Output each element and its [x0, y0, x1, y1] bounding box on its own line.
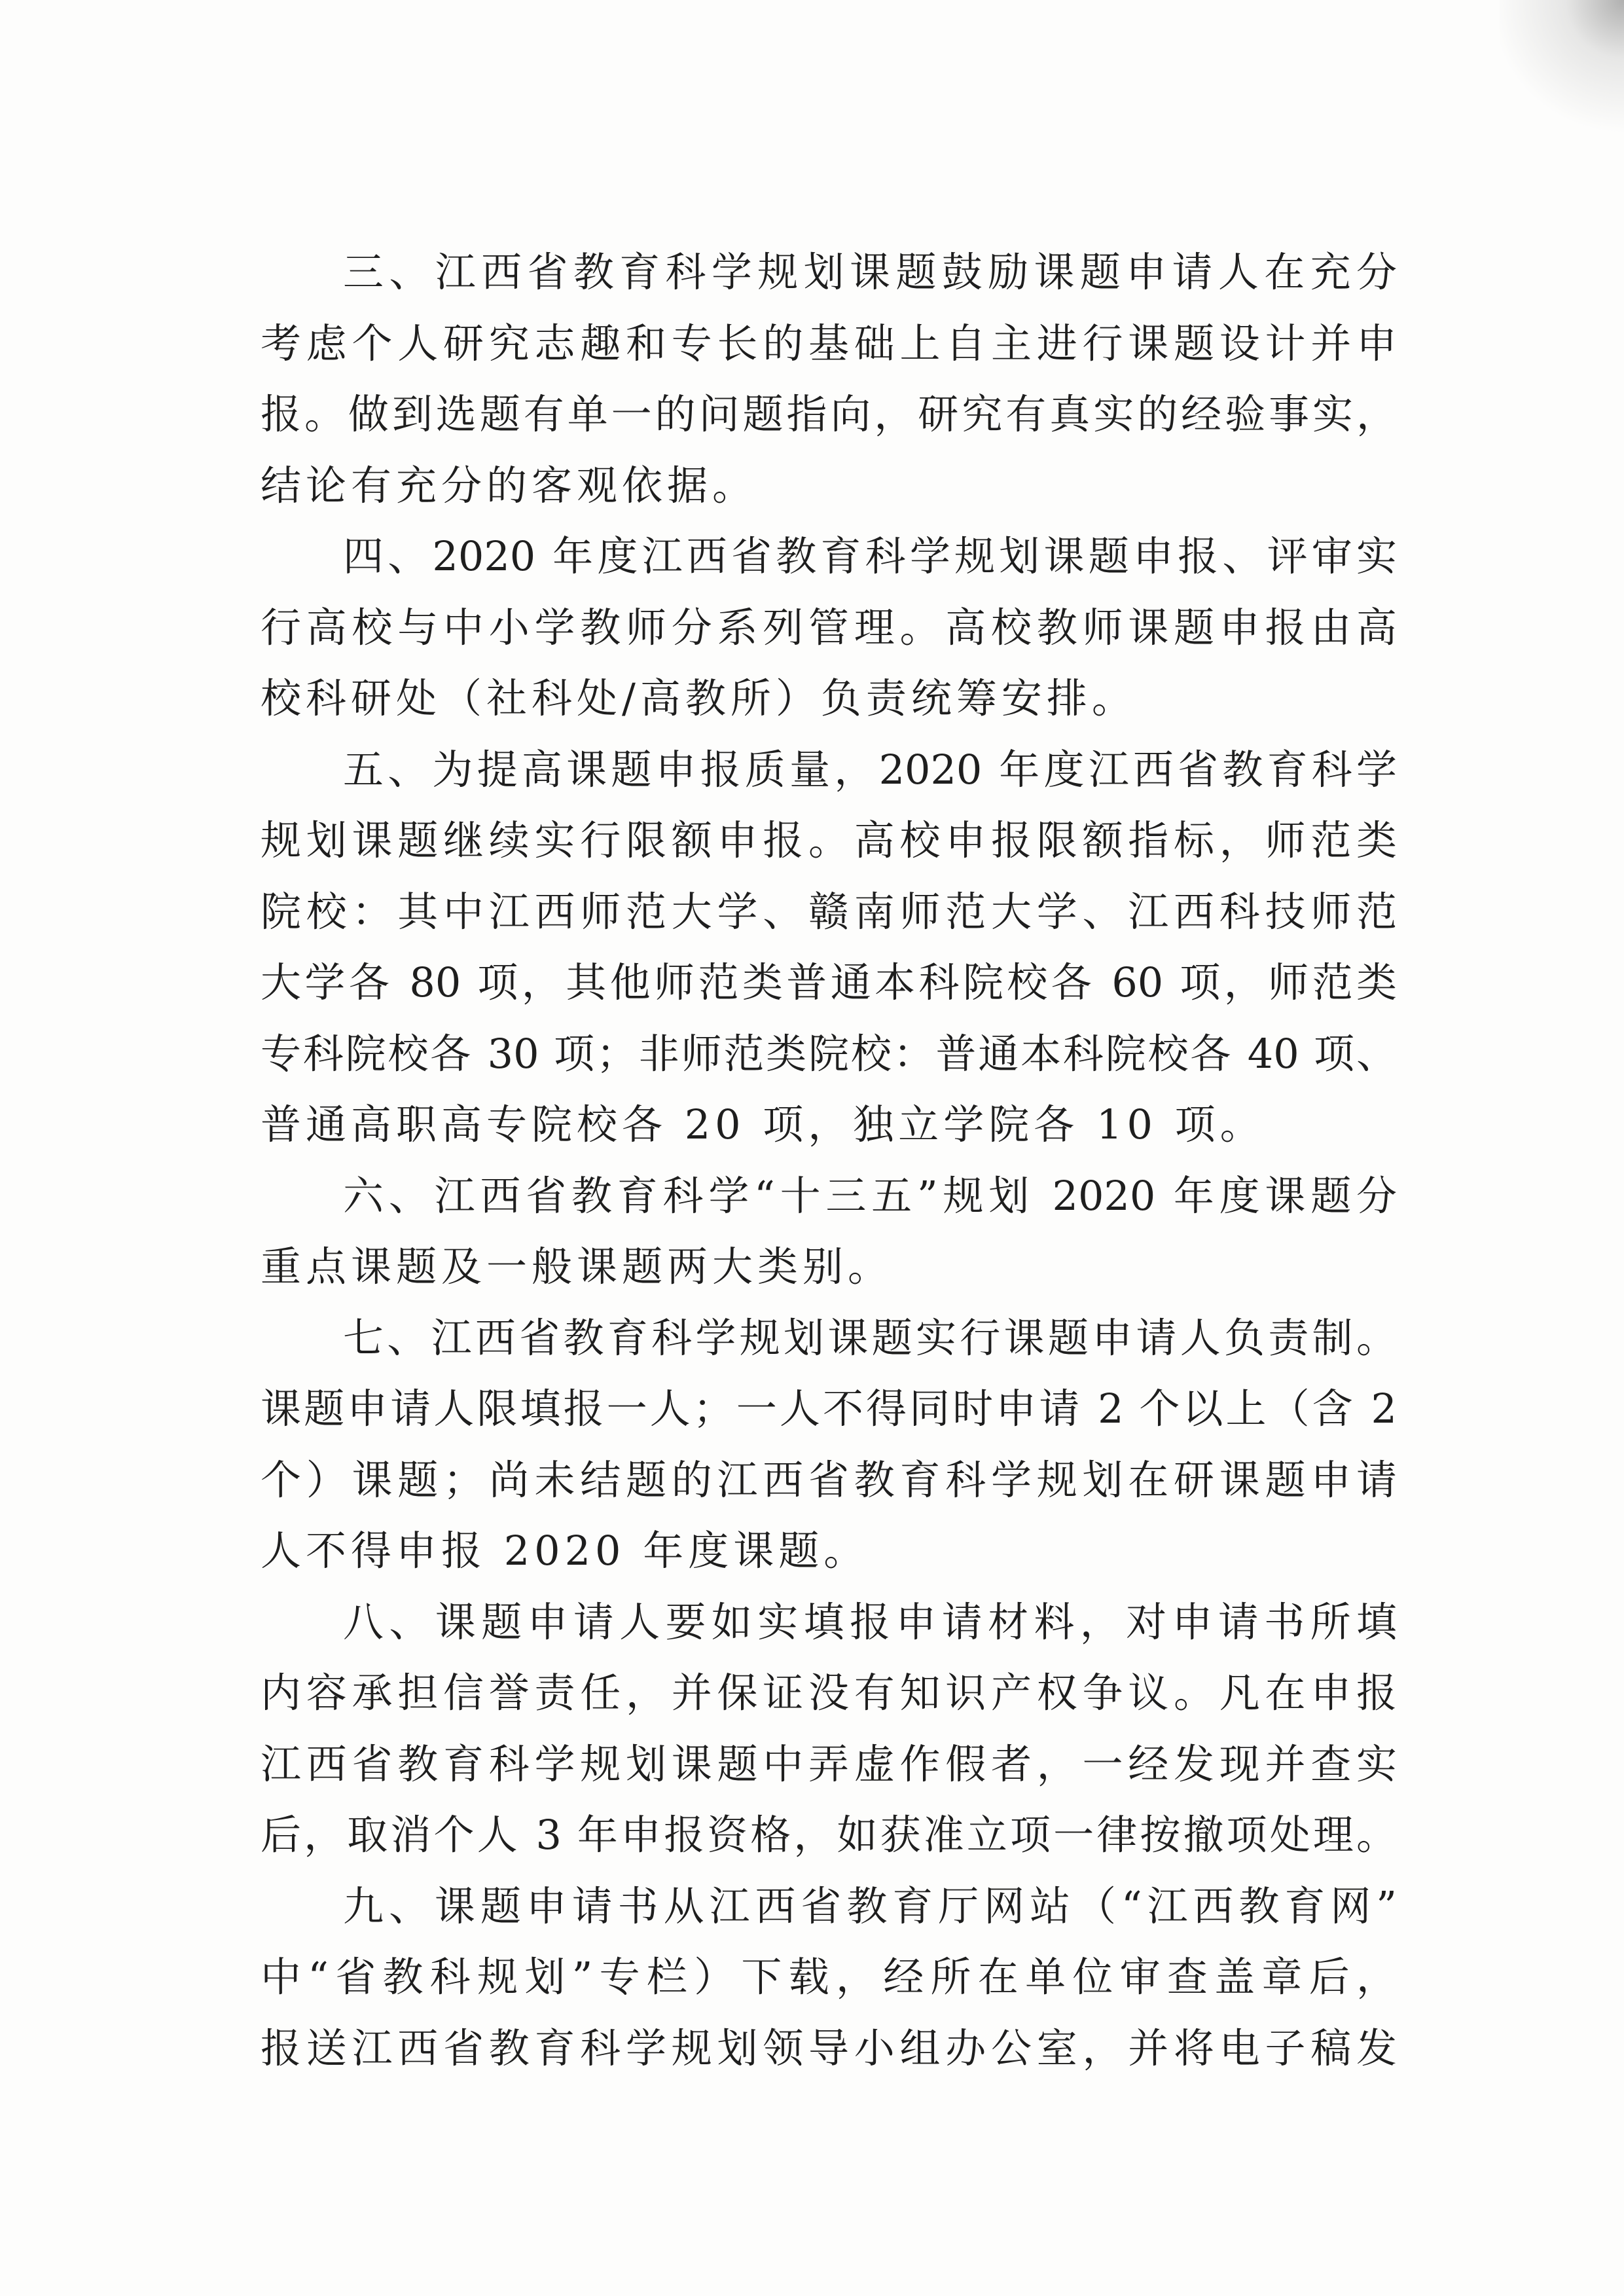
paragraph-line: 四、2020 年度江西省教育科学规划课题申报、评审实 [343, 532, 1397, 580]
document-body [261, 237, 1397, 2084]
paragraph-line: 三、江西省教育科学规划课题鼓励课题申请人在充分 [343, 248, 1397, 296]
paragraph-line: 大学各 80 项，其他师范类普通本科院校各 60 项，师范类 [261, 958, 1397, 1006]
paragraph-line: 结论有充分的客观依据。 [261, 461, 758, 509]
paragraph-3 [261, 237, 1397, 521]
paragraph-line: 七、江西省教育科学规划课题实行课题申请人负责制。 [343, 1313, 1397, 1362]
paragraph-line: 校科研处（社科处/高教所）负责统筹安排。 [261, 674, 1137, 722]
paragraph-7 [261, 1303, 1397, 1587]
paragraph-4 [261, 521, 1397, 735]
paragraph-line: 八、课题申请人要如实填报申请材料，对申请书所填 [343, 1597, 1397, 1646]
paragraph-line: 内容承担信誉责任，并保证没有知识产权争议。凡在申报 [261, 1669, 1397, 1717]
paragraph-8 [261, 1587, 1397, 1871]
paragraph-line: 报送江西省教育科学规划领导小组办公室，并将电子稿发 [261, 2024, 1397, 2072]
paragraph-line: 重点课题及一般课题两大类别。 [261, 1243, 893, 1290]
paragraph-line: 个）课题；尚未结题的江西省教育科学规划在研课题申请 [261, 1455, 1397, 1504]
paragraph-line: 九、课题申请书从江西省教育厅网站（“江西教育网” [343, 1882, 1397, 1930]
paragraph-line: 规划课题继续实行限额申报。高校申报限额指标，师范类 [261, 816, 1397, 864]
paragraph-line: 中“省教科规划”专栏）下载，经所在单位审查盖章后， [261, 1953, 1397, 2001]
paragraph-line: 后，取消个人 3 年申报资格，如获准立项一律按撤项处理。 [261, 1811, 1397, 1859]
paragraph-line: 普通高职高专院校各 20 项，独立学院各 10 项。 [261, 1101, 1265, 1148]
paragraph-line: 六、江西省教育科学“十三五”规划 2020 年度课题分 [343, 1171, 1397, 1220]
paragraph-line: 人不得申报 2020 年度课题。 [261, 1527, 869, 1575]
paragraph-6 [261, 1161, 1397, 1303]
paragraph-line: 五、为提高课题申报质量，2020 年度江西省教育科学 [343, 745, 1397, 793]
paragraph-line: 院校：其中江西师范大学、赣南师范大学、江西科技师范 [261, 887, 1397, 936]
paragraph-9 [261, 1871, 1397, 2085]
paragraph-line: 考虑个人研究志趣和专长的基础上自主进行课题设计并申 [261, 319, 1397, 367]
paragraph-line: 报。做到选题有单一的问题指向，研究有真实的经验事实， [261, 390, 1397, 438]
paragraph-line: 课题申请人限填报一人；一人不得同时申请 2 个以上（含 2 [261, 1385, 1397, 1432]
paragraph-5 [261, 735, 1397, 1161]
paragraph-line: 行高校与中小学教师分系列管理。高校教师课题申报由高 [261, 603, 1397, 651]
scan-corner-shadow [1500, 0, 1624, 151]
paragraph-line: 专科院校各 30 项；非师范类院校：普通本科院校各 40 项、 [261, 1029, 1397, 1078]
paragraph-line: 江西省教育科学规划课题中弄虚作假者，一经发现并查实 [261, 1740, 1397, 1788]
